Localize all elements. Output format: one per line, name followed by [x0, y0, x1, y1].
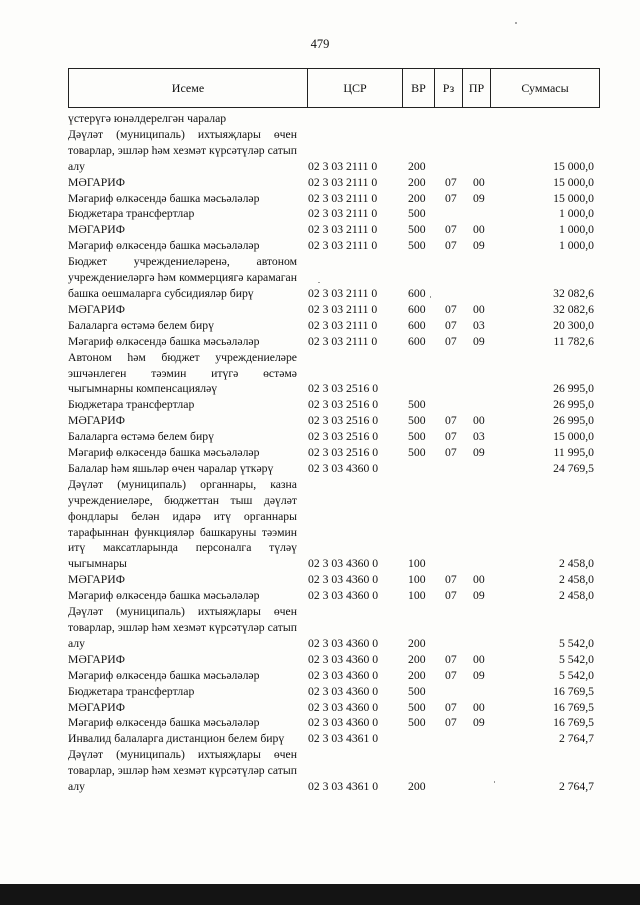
row-vr: 500 — [408, 223, 426, 237]
row-name: Бюджетара трансфертлар — [68, 398, 195, 412]
row-sum: 16 769,5 — [553, 716, 594, 730]
table-row — [68, 461, 600, 477]
row-name: Мәгариф өлкәсендә башка мәсьәләләр — [68, 668, 260, 682]
table-header — [68, 68, 600, 108]
row-sum: 2 458,0 — [558, 557, 594, 571]
header-vr: ВР — [403, 69, 435, 107]
row-csr: 02 3 03 4361 0 — [308, 780, 379, 794]
row-vr: 200 — [408, 636, 426, 650]
row-sum: 32 082,6 — [553, 286, 594, 300]
row-name: Автоном һәм бюджет учреждениеләре эшчәнлеген тәэмин итүгә өстәмә чыгымнарны компенсацияләү — [68, 350, 297, 396]
table-row — [68, 684, 600, 700]
row-csr: 02 3 03 4360 0 — [308, 668, 379, 682]
row-sum: 5 542,0 — [558, 652, 594, 666]
row-vr: 200 — [408, 175, 426, 189]
row-vr: 100 — [408, 557, 426, 571]
row-name: Мәгариф өлкәсендә башка мәсьәләләр — [68, 239, 260, 253]
table-row — [68, 572, 600, 588]
row-name: Дәүләт (муниципаль) органнары, казна учреждениеләре, бюджеттан тыш дәүләт фондлары белән идарә итү органнары тарафыннан функцияләр башкаруны тәэмин итү максатларында персоналга түләү чыгымнары — [68, 477, 297, 571]
row-vr: 200 — [408, 780, 426, 794]
row-vr: 500 — [408, 430, 426, 444]
row-csr: 02 3 03 4360 0 — [308, 589, 379, 603]
row-sum: 16 769,5 — [553, 684, 594, 698]
row-name: МӘГАРИФ — [68, 700, 125, 714]
table-row — [68, 350, 600, 398]
row-sum: 32 082,6 — [553, 302, 594, 316]
table-row — [68, 238, 600, 254]
row-csr: 02 3 03 2111 0 — [308, 175, 378, 189]
table-row — [68, 397, 600, 413]
row-pr: 00 — [473, 700, 485, 714]
table-row — [68, 604, 600, 652]
table-row — [68, 445, 600, 461]
row-vr: 600 — [408, 302, 426, 316]
row-csr: 02 3 03 4360 0 — [308, 461, 379, 475]
scan-speck — [515, 22, 517, 24]
row-name: МӘГАРИФ — [68, 573, 125, 587]
table-row — [68, 191, 600, 207]
scan-edge-bar — [0, 884, 640, 905]
row-sum: 2 458,0 — [558, 573, 594, 587]
row-sum: 2 458,0 — [558, 589, 594, 603]
row-vr: 200 — [408, 191, 426, 205]
row-pr: 00 — [473, 414, 485, 428]
row-sum: 1 000,0 — [558, 207, 594, 221]
row-name: Дәүләт (муниципаль) ихтыяҗлары өчен товарлар, эшләр һәм хезмәт күрсәтүләр сатып алу — [68, 605, 297, 650]
row-rz: 07 — [445, 589, 457, 603]
row-name: Дәүләт (муниципаль) ихтыяҗлары өчен товарлар, эшләр һәм хезмәт күрсәтүләр сатып алу — [68, 748, 297, 794]
table-row — [68, 715, 600, 731]
row-csr: 02 3 03 4360 0 — [308, 700, 379, 714]
scan-speck — [430, 296, 431, 298]
row-vr: 500 — [408, 239, 426, 253]
header-name: Исеме — [69, 69, 308, 107]
row-sum: 16 769,5 — [553, 700, 594, 714]
row-rz: 07 — [445, 446, 457, 460]
row-rz: 07 — [445, 716, 457, 730]
row-csr: 02 3 03 2516 0 — [308, 414, 379, 428]
row-vr: 500 — [408, 446, 426, 460]
row-sum: 1 000,0 — [558, 223, 594, 237]
row-sum: 15 000,0 — [553, 430, 594, 444]
table-row — [68, 477, 600, 572]
row-name: Мәгариф өлкәсендә башка мәсьәләләр — [68, 334, 260, 348]
row-pr: 00 — [473, 223, 485, 237]
row-name: Мәгариф өлкәсендә башка мәсьәләләр — [68, 191, 260, 205]
row-vr: 200 — [408, 159, 426, 173]
row-vr: 500 — [408, 684, 426, 698]
budget-table-body — [68, 111, 600, 795]
row-name: МӘГАРИФ — [68, 302, 125, 316]
row-name: Бюджетара трансфертлар — [68, 684, 195, 698]
row-rz: 07 — [445, 223, 457, 237]
table-row — [68, 318, 600, 334]
row-vr: 200 — [408, 652, 426, 666]
table-row — [68, 334, 600, 350]
row-csr: 02 3 03 2111 0 — [308, 207, 378, 221]
row-rz: 07 — [445, 302, 457, 316]
row-pr: 00 — [473, 573, 485, 587]
row-csr: 02 3 03 4361 0 — [308, 732, 379, 746]
row-name: үстерүгә юнәлдерелгән чаралар — [68, 112, 227, 125]
row-rz: 07 — [445, 430, 457, 444]
row-pr: 03 — [473, 430, 485, 444]
row-csr: 02 3 03 4360 0 — [308, 716, 379, 730]
row-vr: 100 — [408, 589, 426, 603]
row-name: Балаларга өстәмә белем бирү — [68, 318, 214, 332]
row-name: МӘГАРИФ — [68, 223, 125, 237]
table-row — [68, 747, 600, 795]
table-row — [68, 731, 600, 747]
row-sum: 26 995,0 — [553, 398, 594, 412]
row-csr: 02 3 03 2516 0 — [308, 430, 379, 444]
row-csr: 02 3 03 2111 0 — [308, 318, 378, 332]
row-vr: 500 — [408, 700, 426, 714]
row-csr: 02 3 03 4360 0 — [308, 636, 379, 650]
row-rz: 07 — [445, 652, 457, 666]
row-csr: 02 3 03 2111 0 — [308, 159, 378, 173]
row-sum: 2 764,7 — [558, 732, 594, 746]
row-pr: 09 — [473, 589, 485, 603]
table-row — [68, 175, 600, 191]
scan-speck — [494, 781, 495, 783]
row-name: Дәүләт (муниципаль) ихтыяҗлары өчен товарлар, эшләр һәм хезмәт күрсәтүләр сатып алу — [68, 127, 297, 173]
row-pr: 00 — [473, 175, 485, 189]
row-sum: 2 764,7 — [558, 780, 594, 794]
row-pr: 09 — [473, 668, 485, 682]
row-rz: 07 — [445, 573, 457, 587]
row-sum: 5 542,0 — [558, 668, 594, 682]
row-vr: 600 — [408, 334, 426, 348]
header-csr: ЦСР — [308, 69, 403, 107]
row-rz: 07 — [445, 318, 457, 332]
row-vr: 600 — [408, 286, 426, 300]
row-sum: 11 995,0 — [553, 446, 594, 460]
row-pr: 09 — [473, 191, 485, 205]
row-sum: 26 995,0 — [553, 414, 594, 428]
row-csr: 02 3 03 2111 0 — [308, 302, 378, 316]
row-sum: 26 995,0 — [553, 382, 594, 396]
table-row — [68, 127, 600, 175]
row-csr: 02 3 03 2111 0 — [308, 286, 378, 300]
row-pr: 03 — [473, 318, 485, 332]
row-vr: 100 — [408, 573, 426, 587]
scan-speck — [318, 282, 320, 283]
row-sum: 5 542,0 — [558, 636, 594, 650]
row-vr: 600 — [408, 318, 426, 332]
row-rz: 07 — [445, 175, 457, 189]
row-rz: 07 — [445, 191, 457, 205]
row-name: Бюджетара трансфертлар — [68, 207, 195, 221]
row-csr: 02 3 03 2516 0 — [308, 398, 379, 412]
row-pr: 09 — [473, 239, 485, 253]
header-sum: Суммасы — [521, 81, 569, 95]
row-name: МӘГАРИФ — [68, 175, 125, 189]
row-pr: 00 — [473, 652, 485, 666]
table-row — [68, 668, 600, 684]
row-csr: 02 3 03 4360 0 — [308, 573, 379, 587]
row-sum: 15 000,0 — [553, 159, 594, 173]
header-rz: Рз — [435, 69, 463, 107]
row-rz: 07 — [445, 414, 457, 428]
row-csr: 02 3 03 2516 0 — [308, 446, 379, 460]
row-name: Мәгариф өлкәсендә башка мәсьәләләр — [68, 716, 260, 730]
row-vr: 500 — [408, 398, 426, 412]
table-row — [68, 413, 600, 429]
row-csr: 02 3 03 4360 0 — [308, 557, 379, 571]
table-row — [68, 254, 600, 302]
row-rz: 07 — [445, 334, 457, 348]
row-vr: 500 — [408, 207, 426, 221]
table-row — [68, 588, 600, 604]
row-sum: 15 000,0 — [553, 191, 594, 205]
row-rz: 07 — [445, 668, 457, 682]
row-name: Балаларга өстәмә белем бирү — [68, 430, 214, 444]
row-name: МӘГАРИФ — [68, 652, 125, 666]
row-pr: 00 — [473, 302, 485, 316]
table-row — [68, 206, 600, 222]
row-csr: 02 3 03 4360 0 — [308, 684, 379, 698]
row-sum: 11 782,6 — [553, 334, 594, 348]
row-rz: 07 — [445, 239, 457, 253]
row-pr: 09 — [473, 446, 485, 460]
row-name: Инвалид балаларга дистанцион белем бирү — [68, 732, 285, 746]
row-csr: 02 3 03 2111 0 — [308, 223, 378, 237]
row-csr: 02 3 03 2111 0 — [308, 334, 378, 348]
row-name: МӘГАРИФ — [68, 414, 125, 428]
row-sum: 24 769,5 — [553, 461, 594, 475]
row-vr: 500 — [408, 414, 426, 428]
table-row — [68, 700, 600, 716]
table-row — [68, 429, 600, 445]
page-number: 479 — [310, 37, 330, 51]
row-pr: 09 — [473, 716, 485, 730]
row-sum: 20 300,0 — [553, 318, 594, 332]
row-name: Балалар һәм яшьләр өчен чаралар үткәрү — [68, 461, 274, 475]
row-pr: 09 — [473, 334, 485, 348]
row-vr: 500 — [408, 716, 426, 730]
row-csr: 02 3 03 2111 0 — [308, 239, 378, 253]
row-csr: 02 3 03 2111 0 — [308, 191, 378, 205]
row-sum: 1 000,0 — [558, 239, 594, 253]
row-name: Мәгариф өлкәсендә башка мәсьәләләр — [68, 446, 260, 460]
header-pr: ПР — [463, 69, 491, 107]
row-rz: 07 — [445, 700, 457, 714]
row-csr: 02 3 03 2516 0 — [308, 382, 379, 396]
table-row — [68, 302, 600, 318]
table-row — [68, 111, 600, 127]
row-sum: 15 000,0 — [553, 175, 594, 189]
row-vr: 200 — [408, 668, 426, 682]
table-row — [68, 652, 600, 668]
table-row — [68, 222, 600, 238]
row-csr: 02 3 03 4360 0 — [308, 652, 379, 666]
row-name: Мәгариф өлкәсендә башка мәсьәләләр — [68, 589, 260, 603]
row-name: Бюджет учреждениеләренә, автоном учреждениеләргә һәм коммерциягә карамаган башка оешмаларга субсидияләр бирү — [68, 255, 297, 300]
